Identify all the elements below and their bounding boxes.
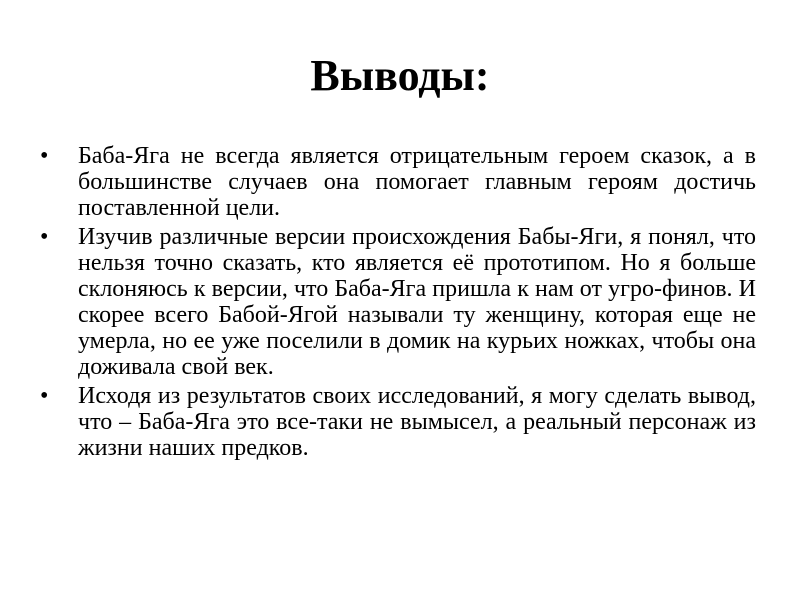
bullet-dot-icon: •	[40, 143, 49, 169]
slide-title: Выводы:	[310, 51, 490, 100]
bullet-text: Баба-Яга не всегда является отрицательным героем сказок, а в большинстве случаев она помогает главным героям достичь поставленной цели.	[78, 143, 756, 221]
bullet-item	[38, 224, 756, 380]
bullet-text: Изучив различные версии происхождения Бабы-Яги, я понял, что нельзя точно сказать, кто является её прототипом. Но я больше склоняюсь к версии, что Баба-Яга пришла к нам от угро-финов. И скорее всего Бабой-Ягой называли ту женщину, которая еще не умерла, но ее уже поселили в домик на курьих ножках, чтобы она доживала свой век.	[78, 224, 756, 380]
bullet-text: Исходя из результатов своих исследований, я могу сделать вывод, что – Баба-Яга это все-таки не вымысел, а реальный персонаж из жизни наших предков.	[78, 383, 756, 461]
bullet-list	[38, 143, 756, 464]
bullet-item	[38, 143, 756, 221]
bullet-item	[38, 383, 756, 461]
bullet-dot-icon: •	[40, 383, 49, 409]
bullet-dot-icon: •	[40, 224, 49, 250]
